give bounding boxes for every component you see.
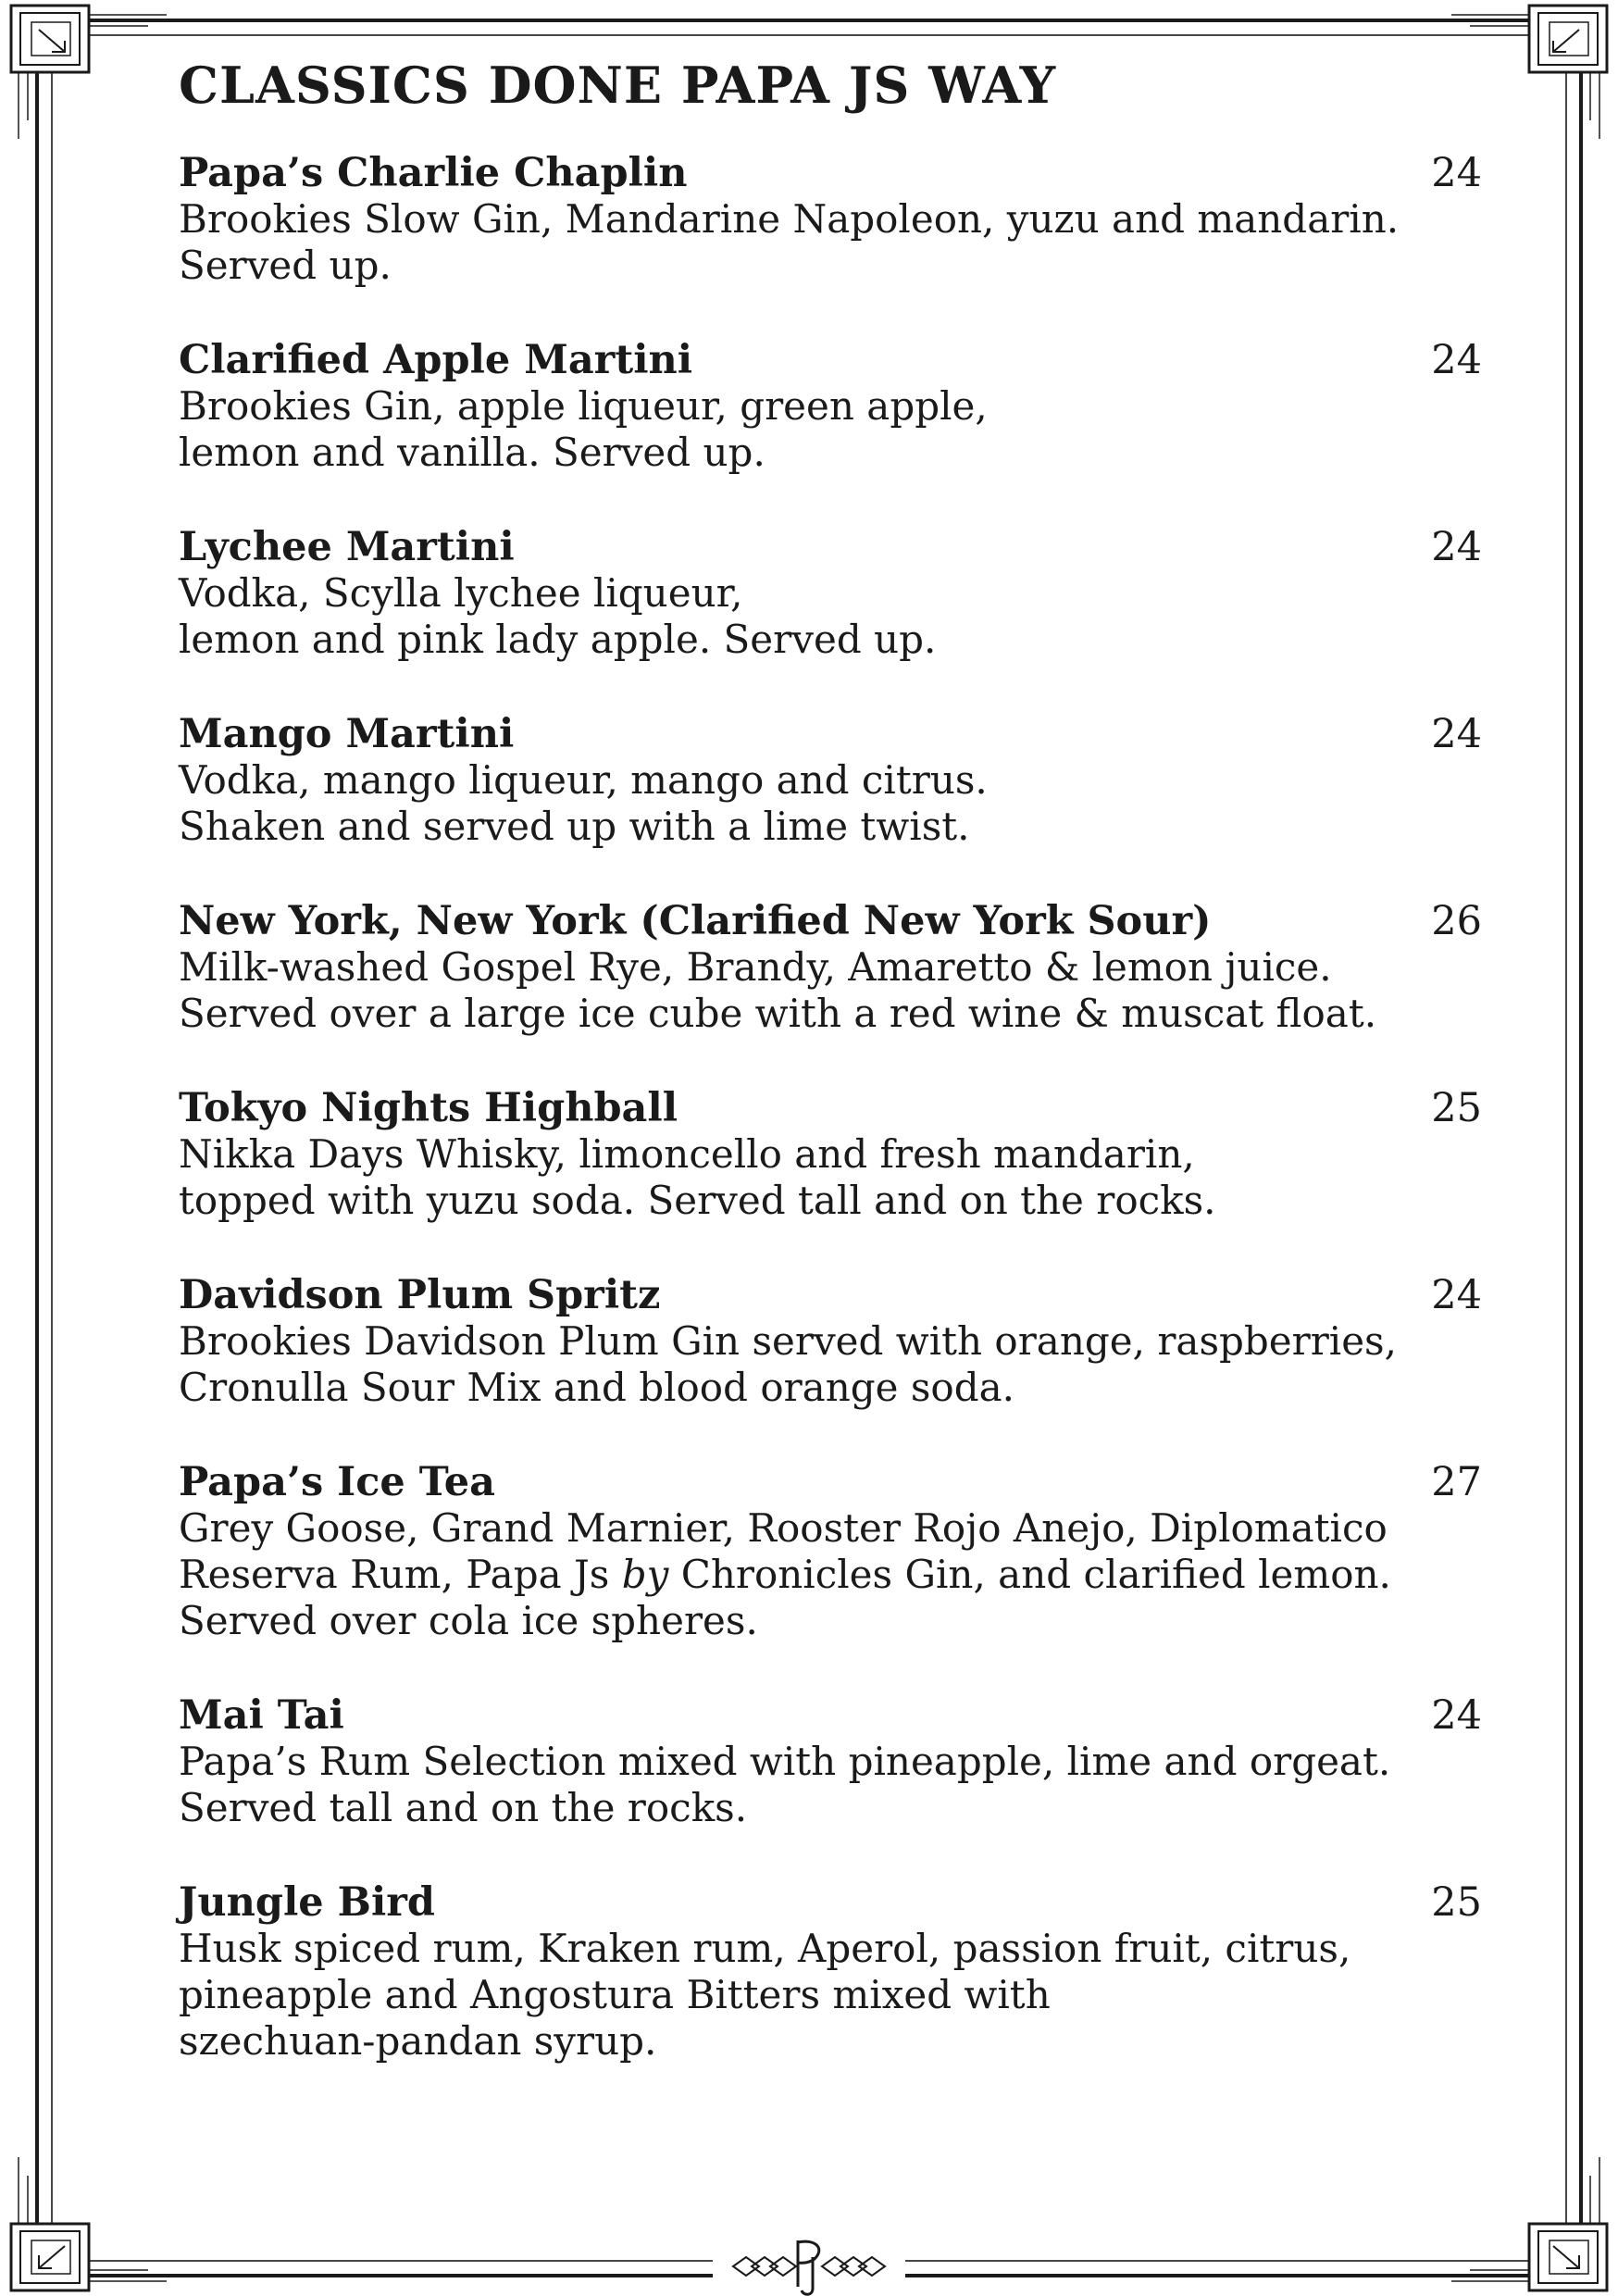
menu-item [179,1459,1484,1692]
item-price: 24 [1431,1272,1482,1318]
item-name: Lychee Martini [179,524,515,570]
description-line: Shaken and served up with a lime twist. [179,804,970,849]
item-name: Mai Tai [179,1692,344,1739]
description-line: Milk-washed Gospel Rye, Brandy, Amaretto & lemon juice. [179,944,1332,990]
menu-item [179,150,1484,337]
item-price: 24 [1431,337,1482,383]
description-line: Papa’s Rum Selection mixed with pineapple, lime and orgeat. [179,1739,1391,1784]
item-name: Papa’s Charlie Chaplin [179,150,688,196]
menu-item [179,524,1484,711]
description-line: Nikka Days Whisky, limoncello and fresh mandarin, [179,1131,1195,1177]
item-price: 25 [1431,1879,1482,1926]
description-line: Served up. [179,243,392,288]
item-description [179,1739,1484,1831]
description-line: Vodka, Scylla lychee liqueur, [179,570,743,616]
menu-item [179,1879,1484,2066]
item-name: Papa’s Ice Tea [179,1459,496,1505]
description-line: Brookies Gin, apple liqueur, green apple, [179,383,988,429]
description-line: Served tall and on the rocks. [179,1785,748,1830]
description-line: Grey Goose, Grand Marnier, Rooster Rojo Anejo, Diplomatico [179,1505,1388,1551]
item-description [179,383,1484,476]
item-description [179,196,1484,289]
description-line: Brookies Slow Gin, Mandarine Napoleon, yuzu and mandarin. [179,196,1400,242]
item-description [179,1926,1484,2065]
menu-item [179,1272,1484,1459]
item-price: 27 [1431,1459,1482,1505]
item-description [179,1318,1484,1411]
description-line: Served over cola ice spheres. [179,1598,758,1643]
menu-items-list [179,150,1484,2066]
corner-ornament-bottom-right [1451,2157,1607,2290]
description-line: Served over a large ice cube with a red wine & muscat float. [179,991,1377,1036]
item-price: 25 [1431,1085,1482,1131]
item-description [179,757,1484,850]
menu-item [179,898,1484,1085]
description-line [179,1552,1484,1598]
menu-item [179,1085,1484,1272]
description-line: szechuan-pandan syrup. [179,2018,657,2064]
item-price: 24 [1431,524,1482,570]
description-line: Husk spiced rum, Kraken rum, Aperol, passion fruit, citrus, [179,1926,1351,1971]
description-line: Brookies Davidson Plum Gin served with orange, raspberries, [179,1318,1397,1364]
item-name: Tokyo Nights Highball [179,1085,678,1131]
item-description [179,1131,1484,1224]
item-price: 26 [1431,898,1482,944]
menu-item [179,1692,1484,1879]
menu-title: CLASSICS DONE PAPA JS WAY [179,56,1057,115]
description-line: lemon and pink lady apple. Served up. [179,617,937,662]
item-name: New York, New York (Clarified New York Sour) [179,898,1212,944]
item-description [179,944,1484,1037]
description-text: Reserva Rum, Papa Js [179,1552,622,1597]
item-price: 24 [1431,711,1482,757]
corner-ornament-bottom-left [11,2157,167,2290]
corner-ornament-top-left [11,6,167,139]
description-line: Cronulla Sour Mix and blood orange soda. [179,1365,1014,1410]
menu-item [179,711,1484,898]
description-text: Chronicles Gin, and clarified lemon. [668,1552,1391,1597]
description-line: pineapple and Angostura Bitters mixed with [179,1972,1051,2017]
item-description [179,570,1484,663]
description-line: Vodka, mango liqueur, mango and citrus. [179,757,988,803]
menu-item [179,337,1484,524]
item-name: Clarified Apple Martini [179,337,693,383]
item-name: Mango Martini [179,711,515,757]
description-text-italic: by [621,1552,669,1597]
description-line: lemon and vanilla. Served up. [179,430,765,475]
item-name: Jungle Bird [179,1879,436,1926]
menu-content [179,56,1484,2066]
item-name: Davidson Plum Spritz [179,1272,661,1318]
item-price: 24 [1431,150,1482,196]
item-price: 24 [1431,1692,1482,1739]
item-description [179,1505,1484,1644]
description-line: topped with yuzu soda. Served tall and on the rocks. [179,1178,1216,1223]
